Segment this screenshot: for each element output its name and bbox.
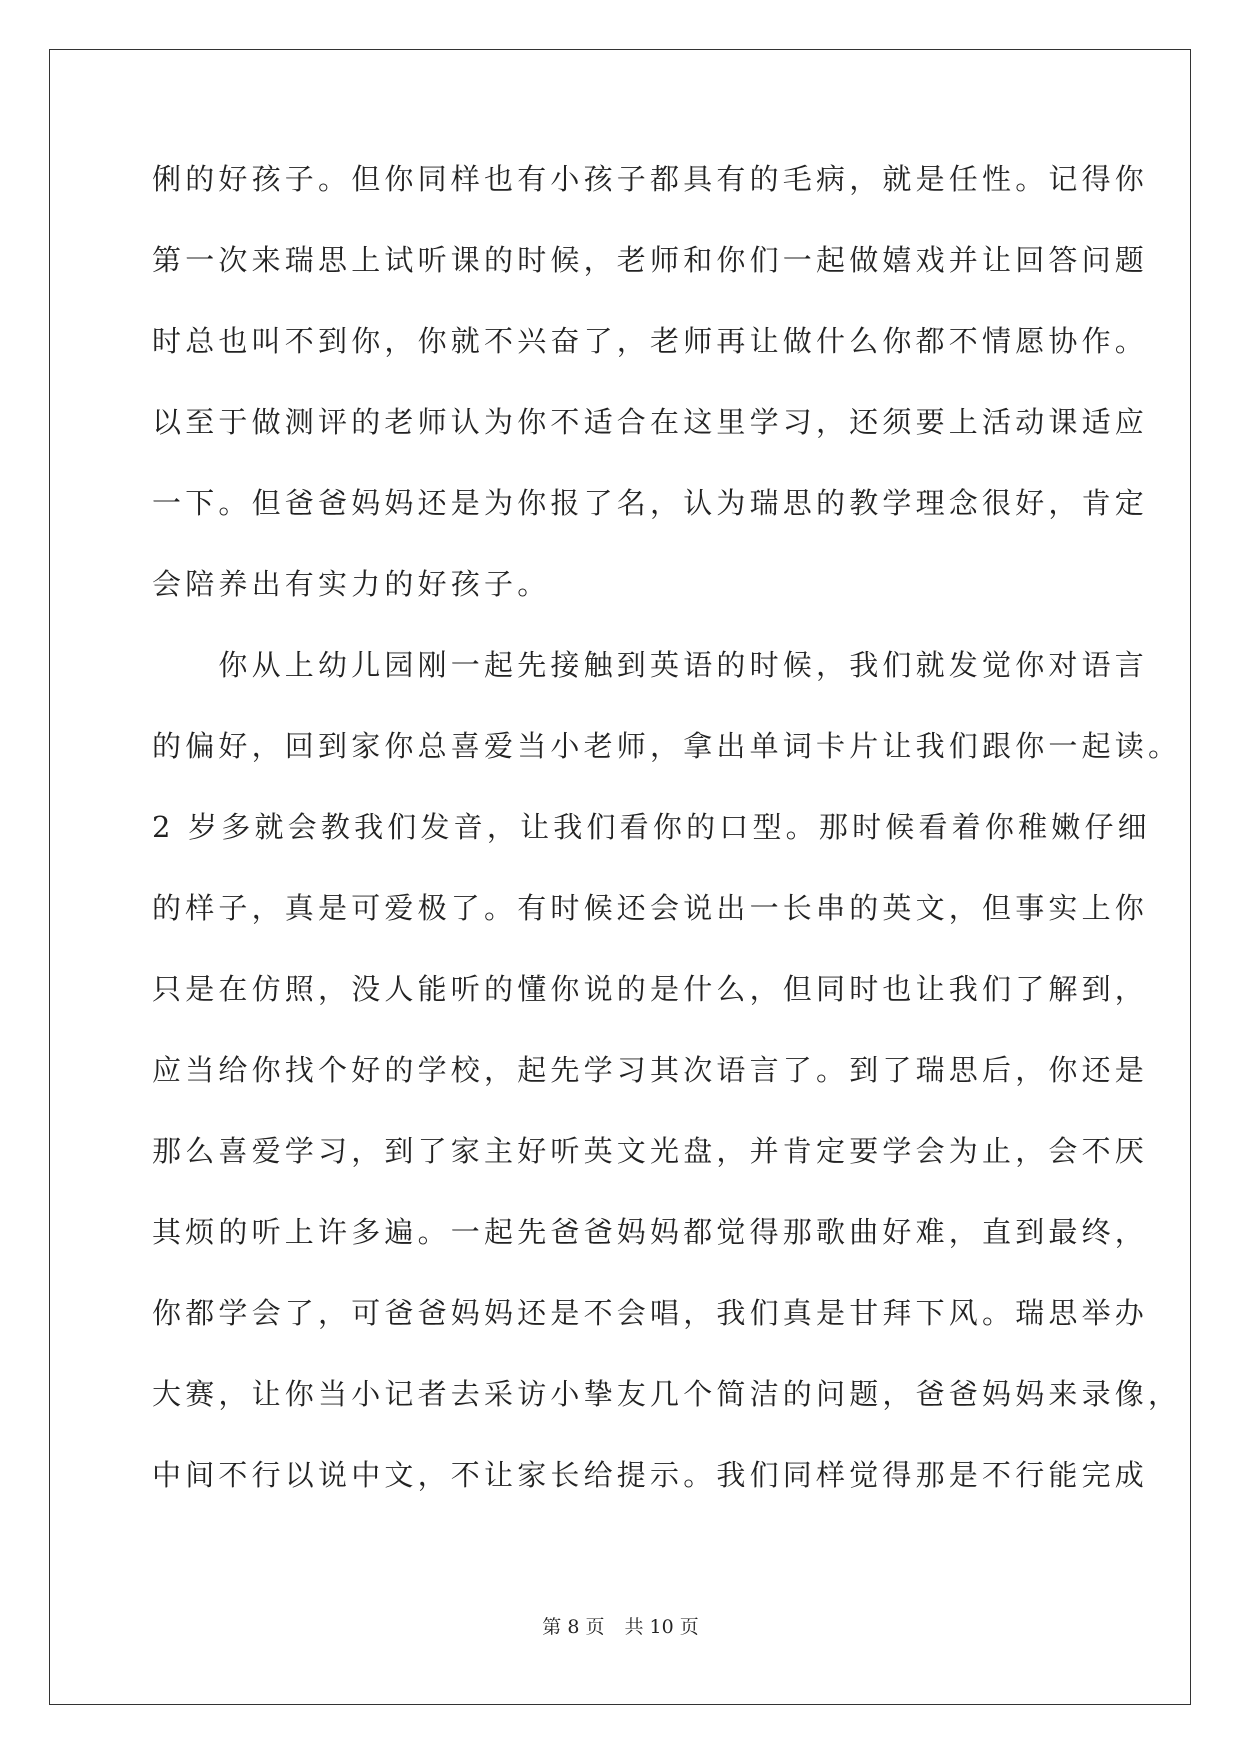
text-line: 只是在仿照，没人能听的懂你说的是什么，但同时也让我们了解到， — [152, 972, 1149, 1006]
text-line: 以至于做测评的老师认为你不适合在这里学习，还须要上活动课适应 — [152, 405, 1149, 439]
text-line: 你从上幼儿园刚一起先接触到英语的时候，我们就发觉你对语言 — [152, 648, 1149, 682]
text-line: 俐的好孩子。但你同样也有小孩子都具有的毛病，就是任性。记得你 — [152, 162, 1149, 196]
text-line: 第一次来瑞思上试听课的时候，老师和你们一起做嬉戏并让回答问题 — [152, 243, 1149, 277]
text-line: 大赛，让你当小记者去采访小挚友几个简洁的问题，爸爸妈妈来录像， — [152, 1377, 1182, 1411]
text-line: 中间不行以说中文，不让家长给提示。我们同样觉得那是不行能完成 — [152, 1458, 1149, 1492]
text-line: 的偏好，回到家你总喜爱当小老师，拿出单词卡片让我们跟你一起读。 — [152, 729, 1182, 763]
page-footer — [0, 1612, 1241, 1639]
text-line: 你都学会了，可爸爸妈妈还是不会唱，我们真是甘拜下风。瑞思举办 — [152, 1296, 1149, 1330]
text-line: 的样子，真是可爱极了。有时候还会说出一长串的英文，但事实上你 — [152, 891, 1149, 925]
text-line: 应当给你找个好的学校，起先学习其次语言了。到了瑞思后，你还是 — [152, 1053, 1149, 1087]
text-line: 那么喜爱学习，到了家主好听英文光盘，并肯定要学会为止，会不厌 — [152, 1134, 1149, 1168]
page-total: 共 10 页 — [624, 1616, 699, 1638]
text-line: 时总也叫不到你，你就不兴奋了，老师再让做什么你都不情愿协作。 — [152, 324, 1149, 358]
text-line: 2 岁多就会教我们发音，让我们看你的口型。那时候看着你稚嫩仔细 — [152, 810, 1151, 844]
page-number: 第 8 页 — [542, 1616, 605, 1638]
text-line: 会陪养出有实力的好孩子。 — [152, 567, 551, 601]
text-line: 其烦的听上许多遍。一起先爸爸妈妈都觉得那歌曲好难，直到最终， — [152, 1215, 1149, 1249]
text-line: 一下。但爸爸妈妈还是为你报了名，认为瑞思的教学理念很好，肯定 — [152, 486, 1149, 520]
body-text — [152, 160, 1182, 1537]
